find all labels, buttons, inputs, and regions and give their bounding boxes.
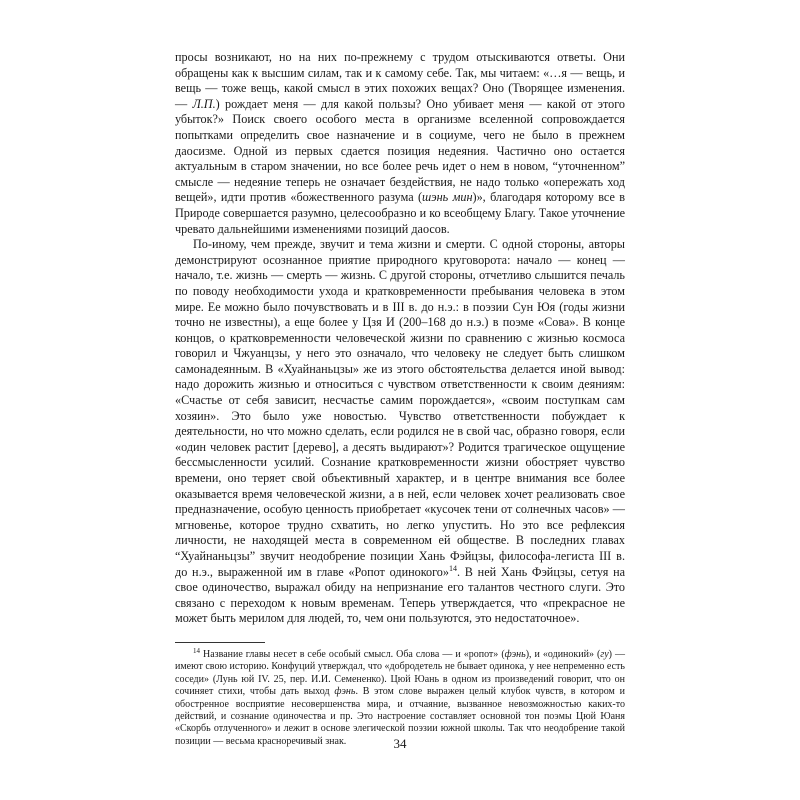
text-run: . В этом слове выражен целый клубок чувств, в котором и обостренное восприятие несовершенства мира, и отчаяние, вызванное невозможностью каких-то действий, и сознание одиночества и пр. Это настроение составляет основной тон поэмы Цюй Юаня «Скорбь отлученного» и лежит в основе элегической поэзии южной школы. Так что неодобрение такой позиции — весьма красноречивый знак. <box>175 686 626 747</box>
italic-term: фэнь <box>334 686 356 698</box>
text-run: просы возникают, но на них по-прежнему с трудом отыскиваются ответы. Они обращены как к высшим силам, так и к самому себе. Так, мы читаем: «…я — вещь, и вещь — тоже вещь, какой смысл в этих похожих вещах? Оно (Творящее изменения. — <box>175 50 625 111</box>
footnote-text <box>175 649 625 748</box>
main-text <box>175 50 625 627</box>
italic-term: гу <box>600 649 609 660</box>
text-run: ), и «одинокий» ( <box>525 649 601 660</box>
italic-term: фэнь <box>504 649 526 660</box>
footnote-marker: 14 <box>193 647 200 655</box>
text-run: . В ней Хань Фэйцзы, сетуя на свое одиночество, выражал обиду на непризнание его талантов честного слуги. Это связано с переходом к новым временам. Теперь утверждается, что «прекрасное не может быть мерилом для людей, то, чем они пользуются, это недостаточное». <box>175 564 626 626</box>
paragraph <box>175 237 625 627</box>
footnote <box>175 649 625 748</box>
text-run: )», благодаря которому все в Природе совершается разумно, целесообразно и ко всеобщему Благу. Такое уточнение чревато дальнейшими изменениями позиций даосов. <box>175 190 625 236</box>
text-run: Название главы несет в себе особый смысл. Оба слова — и «ропот» ( <box>200 649 505 660</box>
footnote-marker: 14 <box>449 563 457 573</box>
text-run: ) рождает меня — для какой пользы? Оно убивает меня — какой от этого убыток?» Поиск своего особого места в организме вселенной сопровождается попытками определить свое назначение и в социуме, чего не было в прежнем даосизме. Одной из первых сдается позиция недеяния. Частично оно остается актуальным в старом значении, но все более речь идет о нем в новом, “уточненном” смысле — недеяние теперь не означает бездействия, не надо только «опережать ход вещей», идти против «божественного разума ( <box>175 96 626 205</box>
footnote-divider <box>175 642 265 643</box>
italic-term: шэнь мин <box>422 190 473 205</box>
paragraph <box>175 50 625 237</box>
text-run: По-иному, чем прежде, звучит и тема жизни и смерти. С одной стороны, авторы демонстрируют осознанное приятие природного круговорота: начало — конец — начало, т.е. жизнь — смерть — жизнь. С другой стороны, отчетливо слышится печаль по поводу необходимости ухода и кратковременности пребывания человека в этом мире. Ее можно было почувствовать и в III в. до н.э.: в поэзии Сун Юя (годы жизни точно не известны), а еще более у Цзя И (200–168 до н.э.) в поэме «Сова». В конце концов, о кратковременности человеческой жизни по сравнению с жизнью космоса говорил и Чжуанцзы, у него это означало, что человеку не следует быть слишком самонадеянным. В «Хуайнаньцзы» же из этого обстоятельства делается иной вывод: надо дорожить жизнью и относиться с чувством ответственности к своим деяниям: «Счастье от себя зависит, несчастье самим порождается», «своим поступкам сам хозяин». Это было уже новостью. Чувство ответственности побуждает к деятельности, но что можно сделать, если родился не в свой час, образно говоря, если «один человек растит [дерево], а десять выдирают»? Родится трагическое ощущение бессмысленности усилий. Сознание кратковременности жизни обостряет чувство времени, оно теряет свой объективный характер, и в центре внимания все более оказывается время человеческой жизни, а в ней, если человек хочет реализовать свое предназначение, особую ценность приобретает «кусочек тени от солнечных часов» — мгновенье, которое трудно схватить, но легко упустить. Но это все рефлексия личности, не находящей места в современном ей обществе. В последних главах “Хуайнаньцзы” звучит неодобрение позиции Хань Фэйцзы, философа-легиста III в. до н.э., выраженной им в главе «Ропот одинокого» <box>175 237 625 579</box>
page-number: 34 <box>393 736 407 751</box>
text-run: ) — имеют свою историю. Конфуций утверждал, что «добродетель не бывает одинока, у нее непременно есть соседи» (Лунь юй IV. 25, пер. И.И. Семененко). Цюй Юань в одном из произведений говорит, что он сочиняет стихи, чтобы дать выход <box>175 649 625 698</box>
italic-term: Л.П. <box>192 96 216 111</box>
